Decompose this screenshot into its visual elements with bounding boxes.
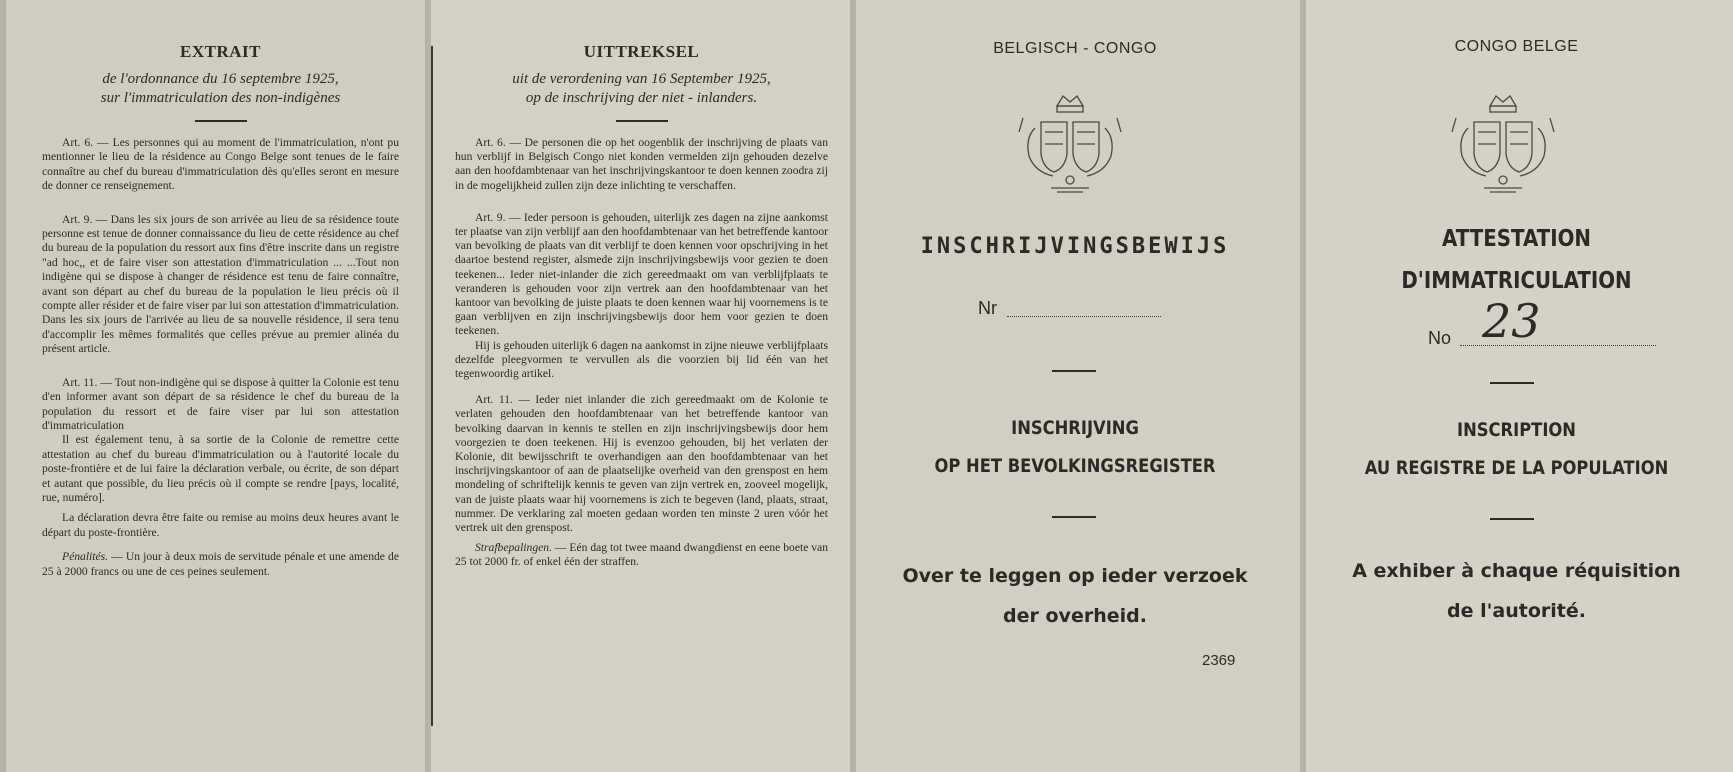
article-11-fr: Art. 11. — Tout non-indigène qui se dispose à quitter la Colonie est tenu d'en informer avant son départ de sa résidence le chef du bureau de la population du ressort et de faire viser par lui son attestation d'immatriculation Il est également tenu, à sa sortie de la Colonie de remettre cette attestation au chef du bureau d'immatriculation ou à l'autorité locale du poste-frontière et de lui faire la déclaration verbale, ou écrite, de son départ et autant que possible, du lieu précis où il compte se rendre [pays, localité, rue, numéro]. La déclaration devra être faite ou remise au moins deux heures avant le départ du poste-frontière. Pénalités. — Un jour à deux mois de servitude pénale et une amende de 25 à 2000 francs ou une de ces peines seulement.	[42, 375, 399, 578]
present-line2-fr: de l'autorité.	[1447, 600, 1586, 622]
document-title-nl: INSCHRIJVINGSBEWIJS	[920, 234, 1230, 259]
divider	[616, 120, 668, 122]
panel-french-extract	[0, 0, 425, 772]
penalties-label-fr: Pénalités.	[62, 550, 109, 564]
present-line2-nl: der overheid.	[1003, 605, 1147, 627]
serial-number: 2369	[1202, 652, 1236, 669]
divider	[195, 120, 247, 122]
country-title-fr: CONGO BELGE	[1454, 38, 1579, 55]
article-11-nl: Art. 11. — Ieder niet inlander die zich gereedmaakt om de Kolonie te verlaten gehouden den hoofdambtenaar van het betreffende kantoor van bevolking daarvan in kennis te stellen en zijn inschrijvingsbewijs door hem voorgezien te doen teekenen. Hij is evenzoo gehouden, bij het verlaten der Kolonie, dit bewijsschrift te overhandigen aan den hoofdambtenaar van het inschrijvingskantoor of aan de plaatselijke overheid van den grenspost en hem mondeling of schriftelijk kennis te geven van zijn vertrek en, zooveel mogelijk, van de juiste plaats waar hij voornemens is zich te begeven (land, plaats, straat, nummer. De verklaring zal moeten gedaan worden ten minste 2 uren vóór het vertrek uit den grenspost.	[455, 393, 828, 535]
document-title-fr-line2: D'IMMATRICULATION	[1401, 268, 1632, 294]
uittreksel-subtitle-line1: uit de verordening van 16 September 1925,	[512, 71, 771, 87]
extract-subtitle-line2: sur l'immatriculation des non-indigènes	[100, 90, 341, 106]
registration-line1-nl: INSCHRIJVING	[1011, 417, 1139, 439]
article-6-fr: Art. 6. — Les personnes qui au moment de l'immatriculation, n'ont pu mentionner le lieu de la résidence au Congo Belge sont tenues de le faire connaître au chef du bureau d'immatriculation dès qu'elles seront en mesure de donner ce renseignement.	[42, 136, 399, 193]
column-rule	[431, 46, 433, 726]
uittreksel-heading: UITTREKSEL	[583, 42, 700, 61]
coat-of-arms-icon	[1438, 92, 1568, 198]
divider	[1052, 370, 1096, 372]
registration-line1-fr: INSCRIPTION	[1457, 419, 1576, 441]
penalties-text-nl: — Eén dag tot twee maand dwangdienst en eene boete van 25 tot 2000 fr. of enkel één der straffen.	[455, 541, 828, 569]
fold-line	[1300, 0, 1306, 772]
number-label-fr: No	[1428, 328, 1452, 348]
number-label-nl: Nr	[978, 298, 997, 318]
penalties-text-fr: — Un jour à deux mois de servitude pénale et une amende de 25 à 2000 francs ou une de ces peines seulement.	[42, 550, 399, 578]
divider	[1490, 382, 1534, 384]
uittreksel-subtitle-line2: op de inschrijving der niet - inlanders.	[525, 90, 758, 106]
number-field-nl	[1007, 316, 1161, 317]
extract-subtitle-line1: de l'ordonnance du 16 septembre 1925,	[102, 71, 339, 87]
penalties-nl	[455, 541, 828, 569]
coat-of-arms-icon	[1005, 92, 1135, 198]
extract-heading: EXTRAIT	[180, 42, 261, 61]
divider	[1490, 518, 1534, 520]
divider	[1052, 516, 1096, 518]
fold-line	[850, 0, 856, 772]
panel-dutch-extract	[425, 0, 850, 772]
present-line1-nl: Over te leggen op ieder verzoek	[902, 565, 1248, 587]
article-6-nl: Art. 6. — De personen die op het oogenblik der inschrijving de plaats van hun verblijf in Belgisch Congo niet konden vermelden zijn gehouden dezelve aan den hoofdambtenaar van het inschrijvingskantoor te doen kennen zoodra zij in de mogelijkheid zullen zijn deze inlichting te verschaffen.	[455, 136, 828, 192]
article-9-fr: Art. 9. — Dans les six jours de son arrivée au lieu de sa résidence toute personne est tenue de donner connaissance du lieu de cette résidence au chef du bureau de la population du ressort aux fins d'être inscrite dans un registre "ad hoc,, et de faire viser son attestation d'immatriculation ... ...Tout non indigène qui se dispose à changer de résidence est tenu de faire connaître, avant son départ au chef du bureau de la population le lieu précis où il compte aller résider et de faire viser par lui son attestation d'immatriculation. Dans les six jours de l'arrivée au lieu de sa nouvelle résidence, il sera tenu d'accomplir les mêmes formalités que celles prévue au premier alinéa du présent article.	[42, 212, 399, 356]
penalties-label-nl: Strafbepalingen.	[475, 541, 552, 555]
fold-line	[0, 0, 6, 772]
panel-french-cover	[1300, 0, 1733, 772]
country-title-nl: BELGISCH - CONGO	[993, 40, 1157, 57]
document-title-fr-line1: ATTESTATION	[1442, 226, 1591, 252]
present-line1-fr: A exhiber à chaque réquisition	[1352, 560, 1681, 582]
article-9-nl: Art. 9. — Ieder persoon is gehouden, uiterlijk zes dagen na zijne aankomst ter plaatse van zijn verblijf aan den hoofdambtenaar van het betreffende kantoor van bevolking de plaats van dit verblijf te doen kennen voor opschrijving in het daartoe bestend register, alsmede zijn inschrijvingsbewijs voor gezien te doen teekenen... Ieder niet-inlander die zich gereedmaakt om van verblijfplaats te veranderen is gehouden voor zijn vertrek aan den hoofdambtenaar van het kantoor van bevolking de juiste plaats te doen kennen waar hij voornemens is te gaan verblijven en zijn inschrijvingsbewijs door hem voor gezien te doen teekenen. Hij is gehouden uiterlijk 6 dagen na aankomst in zijne nieuwe verblijfplaats dezelfde pleegvormen te vervullen als die voorzien bij lid één van het tegenwoordig artikel.	[455, 210, 828, 381]
registration-line2-nl: OP HET BEVOLKINGSREGISTER	[934, 455, 1216, 477]
handwritten-number: 23	[1482, 294, 1541, 348]
registration-line2-fr: AU REGISTRE DE LA POPULATION	[1364, 457, 1669, 479]
panel-dutch-cover	[850, 0, 1300, 772]
